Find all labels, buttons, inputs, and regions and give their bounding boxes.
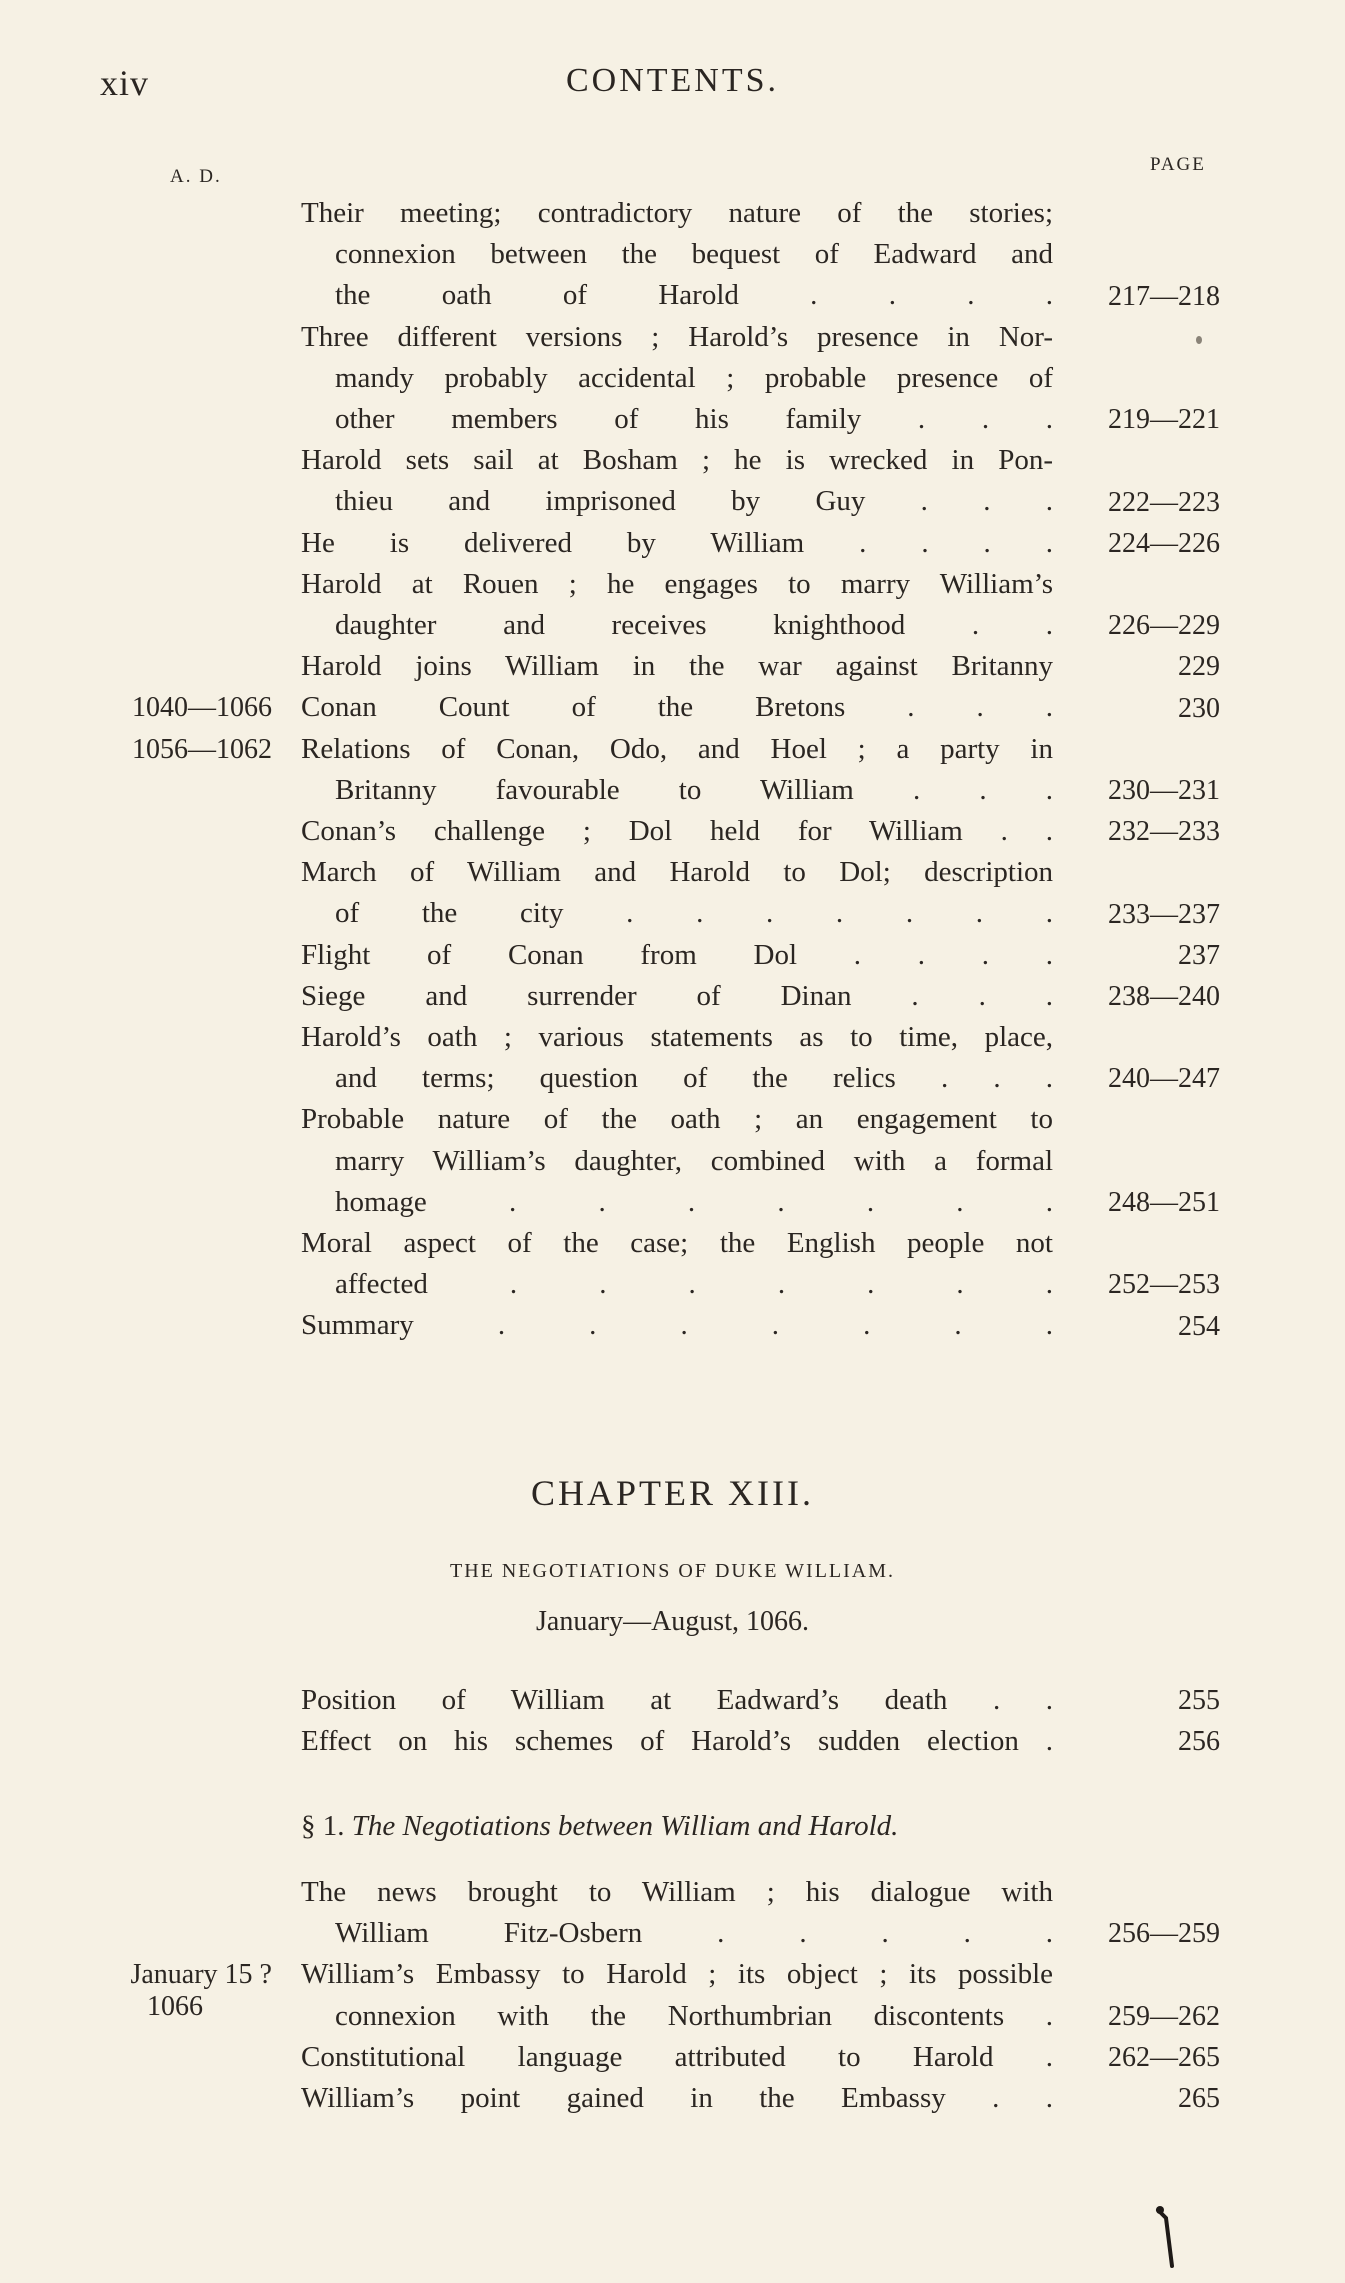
entry-text	[301, 687, 1053, 728]
entry-line: marry William’s daughter, combined with a formal	[335, 1144, 1053, 1177]
entry-text	[301, 1223, 1053, 1305]
entry-date: 1040—1066	[132, 692, 272, 724]
page-numeral: xiv	[100, 63, 150, 103]
entry-page-range: 252—253	[1108, 1269, 1220, 1301]
entry-line: connexion with the Northumbrian discontents .	[335, 1999, 1053, 2032]
entry-text	[301, 523, 1053, 564]
contents-entry	[0, 976, 1345, 1017]
entry-page-range: 248—251	[1108, 1187, 1220, 1219]
contents-entry	[0, 317, 1345, 441]
entry-line: other members of his family . . .	[335, 403, 1053, 436]
entry-page-range: 232—233	[1108, 816, 1220, 848]
entry-text	[301, 729, 1053, 811]
entry-line: daughter and receives knighthood . .	[335, 609, 1053, 642]
contents-entry	[0, 1017, 1345, 1099]
entry-line: The news brought to William ; his dialogue with	[301, 1876, 1053, 1908]
contents-entry	[0, 2037, 1345, 2078]
entry-text	[301, 1954, 1053, 2036]
chapter-dates: January—August, 1066.	[536, 1606, 809, 1637]
entry-text	[301, 852, 1053, 934]
entry-line: Britanny favourable to William . . .	[335, 773, 1053, 806]
entry-text	[301, 193, 1053, 317]
contents-entry	[0, 2078, 1345, 2119]
entry-text	[301, 811, 1053, 852]
section-heading	[301, 1810, 898, 1843]
entry-page-range: 219—221	[1108, 404, 1220, 436]
chapter-subtitle: THE NEGOTIATIONS OF DUKE WILLIAM.	[449, 1560, 896, 1582]
entry-line: Conan’s challenge ; Dol held for William . .	[301, 815, 1053, 848]
entry-text	[301, 1099, 1053, 1223]
contents-entry	[0, 687, 1345, 728]
entry-text	[301, 440, 1053, 522]
entry-page-range: 229	[1178, 651, 1220, 683]
entry-page-range: 255	[1178, 1685, 1220, 1717]
contents-list-section-1	[0, 1872, 1345, 2119]
running-head	[0, 62, 1345, 112]
entry-line: Moral aspect of the case; the English people not	[301, 1227, 1053, 1260]
contents-entry	[0, 729, 1345, 811]
contents-entry	[0, 646, 1345, 687]
entry-line: Position of William at Eadward’s death . .	[301, 1684, 1053, 1716]
entry-line: Siege and surrender of Dinan . . .	[301, 979, 1053, 1012]
contents-entry	[0, 852, 1345, 934]
entry-line: Relations of Conan, Odo, and Hoel ; a party in	[301, 732, 1053, 765]
entry-page-range: 226—229	[1108, 610, 1220, 642]
entry-line: of the city . . . . . . .	[335, 897, 1053, 930]
entry-line: connexion between the bequest of Eadward and	[335, 238, 1053, 271]
contents-entry	[0, 1680, 1345, 1721]
entry-text	[301, 1872, 1053, 1954]
entry-text	[301, 1305, 1053, 1346]
entry-line: affected . . . . . . .	[335, 1268, 1053, 1301]
entry-line: homage . . . . . . .	[335, 1185, 1053, 1218]
entry-line: William’s Embassy to Harold ; its object ; its possible	[301, 1958, 1053, 1991]
contents-entry	[0, 1954, 1345, 2036]
contents-entry	[0, 1223, 1345, 1305]
entry-line: Harold sets sail at Bosham ; he is wrecked in Pon-	[301, 444, 1053, 477]
entry-text	[301, 646, 1053, 687]
entry-page-range: 237	[1178, 939, 1220, 971]
entry-page-range: 254	[1178, 1310, 1220, 1342]
contents-entry	[0, 440, 1345, 522]
entry-page-range: 259—262	[1108, 2000, 1220, 2032]
entry-line: Their meeting; contradictory nature of the stories;	[301, 197, 1053, 229]
entry-page-range: 222—223	[1108, 486, 1220, 518]
entry-line: Summary . . . . . . .	[301, 1309, 1053, 1342]
contents-entry	[0, 1872, 1345, 1954]
running-title: CONTENTS.	[565, 62, 780, 99]
entry-line: He is delivered by William . . . .	[301, 526, 1053, 559]
entry-line: March of William and Harold to Dol; description	[301, 856, 1053, 889]
entry-line: Conan Count of the Bretons . . .	[301, 691, 1053, 724]
entry-date: January 15 ?	[130, 1959, 272, 1991]
entry-line: the oath of Harold . . . .	[335, 279, 1053, 312]
entry-line: Harold at Rouen ; he engages to marry William’s	[301, 567, 1053, 600]
entry-text	[301, 976, 1053, 1017]
entry-line: Harold joins William in the war against Britanny	[301, 650, 1053, 683]
entry-page-range: 233—237	[1108, 898, 1220, 930]
entry-line: William’s point gained in the Embassy . .	[301, 2082, 1053, 2115]
entry-page-range: 240—247	[1108, 1063, 1220, 1095]
entry-line: mandy probably accidental ; probable presence of	[335, 361, 1053, 394]
entry-line: Constitutional language attributed to Harold .	[301, 2040, 1053, 2073]
contents-entry	[0, 811, 1345, 852]
entry-line: thieu and imprisoned by Guy . . .	[335, 485, 1053, 518]
column-head-page: PAGE	[1150, 154, 1206, 175]
entry-text	[301, 2037, 1053, 2078]
entry-page-range: 256—259	[1108, 1918, 1220, 1950]
entry-text	[301, 2078, 1053, 2119]
entry-page-range: 230—231	[1108, 775, 1220, 807]
section-number: § 1.	[301, 1810, 345, 1842]
contents-list-chapter-xiii	[0, 1680, 1345, 1762]
entry-text	[301, 1680, 1053, 1721]
entry-line: William Fitz-Osbern . . . . .	[335, 1917, 1053, 1950]
entry-line: and terms; question of the relics . . .	[335, 1062, 1053, 1095]
ink-mark	[1150, 2200, 1190, 2270]
chapter-title: CHAPTER XIII.	[531, 1473, 814, 1513]
section-title: The Negotiations between William and Harold.	[351, 1810, 899, 1842]
entry-page-range: 256	[1178, 1726, 1220, 1758]
entry-line: Harold’s oath ; various statements as to time, place,	[301, 1021, 1053, 1054]
entry-line: Probable nature of the oath ; an engagement to	[301, 1103, 1053, 1136]
entry-page-range: 262—265	[1108, 2042, 1220, 2074]
entry-text	[301, 1017, 1053, 1099]
entry-date-year: 1066	[147, 1991, 203, 2023]
entry-page-range: 224—226	[1108, 527, 1220, 559]
entry-page-range: 238—240	[1108, 981, 1220, 1013]
column-head-ad: A. D.	[170, 166, 222, 187]
entry-page-range: 265	[1178, 2083, 1220, 2115]
contents-entry	[0, 1305, 1345, 1346]
entry-text	[301, 317, 1053, 441]
contents-entry	[0, 523, 1345, 564]
entry-line: Flight of Conan from Dol . . . .	[301, 938, 1053, 971]
entry-text	[301, 1721, 1053, 1762]
contents-entry	[0, 935, 1345, 976]
contents-entry	[0, 193, 1345, 317]
entry-text	[301, 564, 1053, 646]
contents-entry	[0, 1721, 1345, 1762]
contents-list-chapter-xii	[0, 193, 1345, 1347]
entry-text	[301, 935, 1053, 976]
contents-entry	[0, 1099, 1345, 1223]
entry-page-range: 230	[1178, 692, 1220, 724]
contents-entry	[0, 564, 1345, 646]
entry-page-range: 217—218	[1108, 280, 1220, 312]
entry-date: 1056—1062	[132, 733, 272, 765]
entry-line: Three different versions ; Harold’s presence in Nor-	[301, 320, 1053, 353]
entry-line: Effect on his schemes of Harold’s sudden election .	[301, 1725, 1053, 1758]
